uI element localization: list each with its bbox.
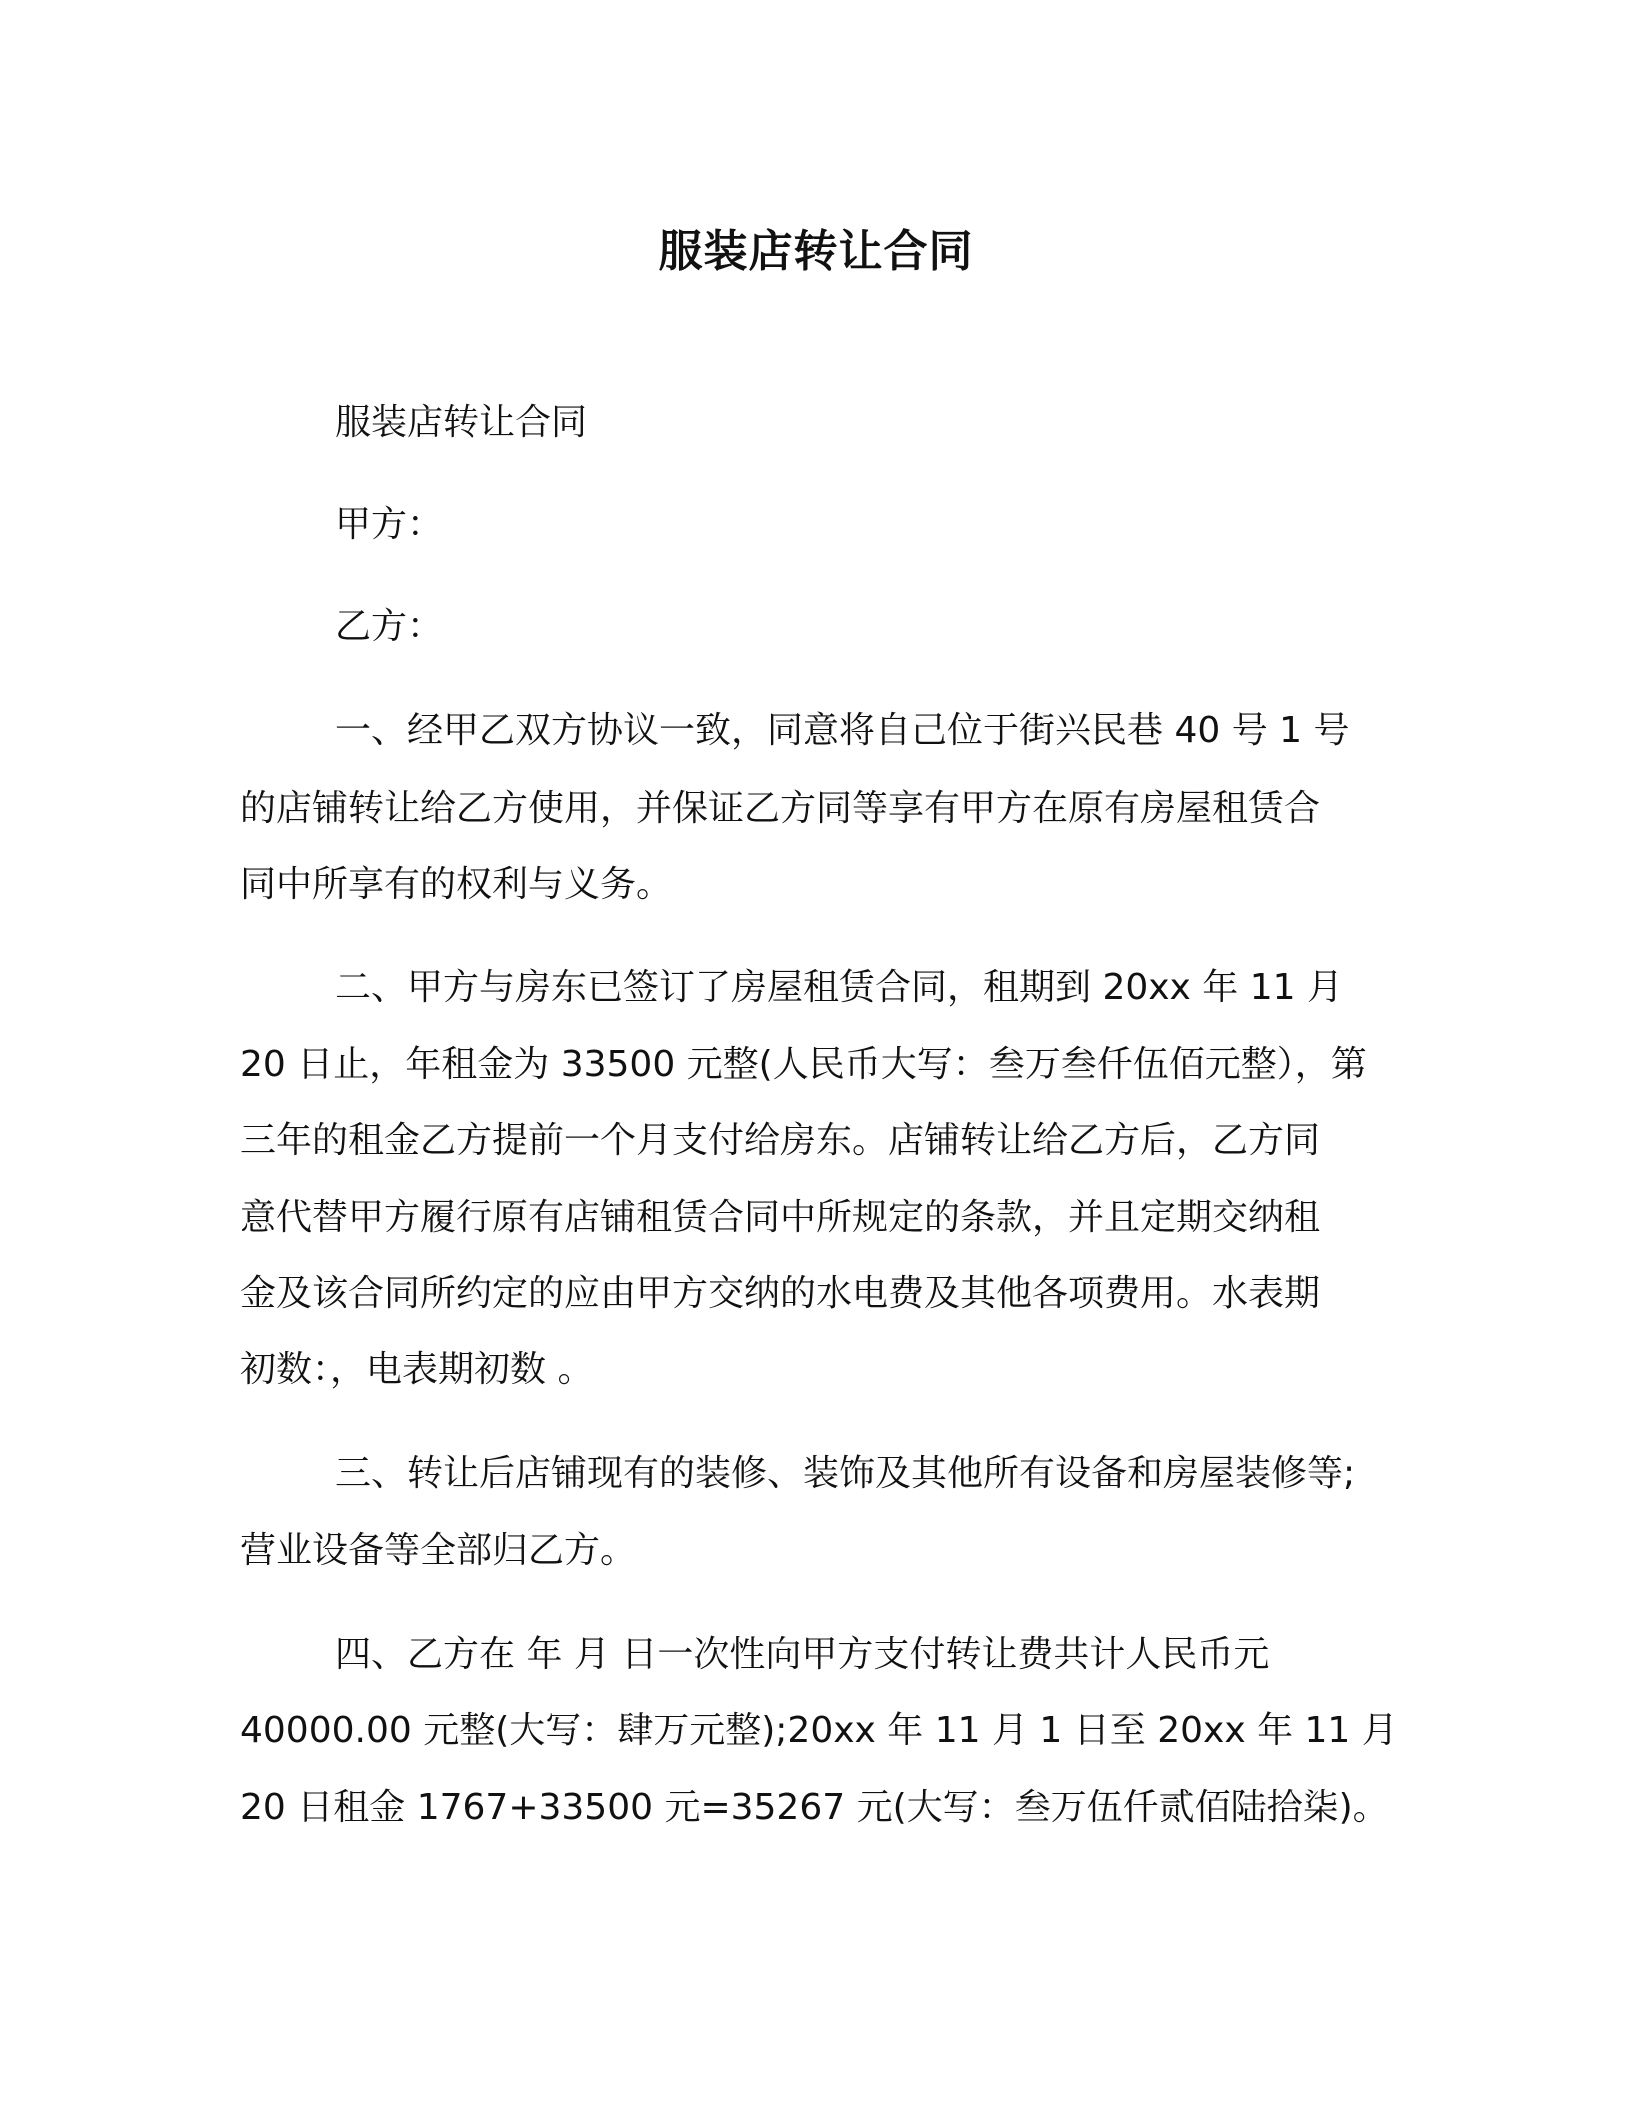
document-title: 服装店转让合同: [658, 226, 974, 277]
clause-2-line-1: 二、甲方与房东已签订了房屋租赁合同，租期到 20xx 年 11 月: [335, 967, 1344, 1008]
clause-2-line-2: 20 日止，年租金为 33500 元整(人民币大写：叁万叁仟伍佰元整），第: [240, 1044, 1367, 1085]
clause-1-line-3: 同中所享有的权利与义务。: [240, 864, 673, 905]
clause-3-line-1: 三、转让后店铺现有的装修、装饰及其他所有设备和房屋装修等;: [335, 1453, 1356, 1494]
header-line-party-a: 甲方：: [335, 504, 444, 545]
clause-4-line-1: 四、乙方在 年 月 日一次性向甲方支付转让费共计人民币元: [335, 1634, 1270, 1675]
header-line-contract-name: 服装店转让合同: [335, 402, 588, 443]
clause-2-line-5: 金及该合同所约定的应由甲方交纳的水电费及其他各项费用。水表期: [240, 1273, 1321, 1314]
header-line-party-b: 乙方：: [335, 606, 444, 647]
clause-3-line-2: 营业设备等全部归乙方。: [240, 1530, 637, 1571]
clause-1-line-1: 一、经甲乙双方协议一致，同意将自己位于街兴民巷 40 号 1 号: [335, 710, 1350, 751]
clause-2-line-6: 初数：，电表期初数 。: [240, 1349, 594, 1390]
clause-2-line-3: 三年的租金乙方提前一个月支付给房东。店铺转让给乙方后，乙方同: [240, 1120, 1321, 1161]
clause-2-line-4: 意代替甲方履行原有店铺租赁合同中所规定的条款，并且定期交纳租: [240, 1197, 1321, 1238]
clause-4-line-3: 20 日租金 1767+33500 元=35267 元(大写：叁万伍仟贰佰陆拾柒)。: [240, 1787, 1389, 1828]
clause-1-line-2: 的店铺转让给乙方使用，并保证乙方同等享有甲方在原有房屋租赁合: [240, 788, 1321, 829]
clause-4-line-2: 40000.00 元整(大写：肆万元整);20xx 年 11 月 1 日至 20xx 年 11 月: [240, 1710, 1398, 1751]
